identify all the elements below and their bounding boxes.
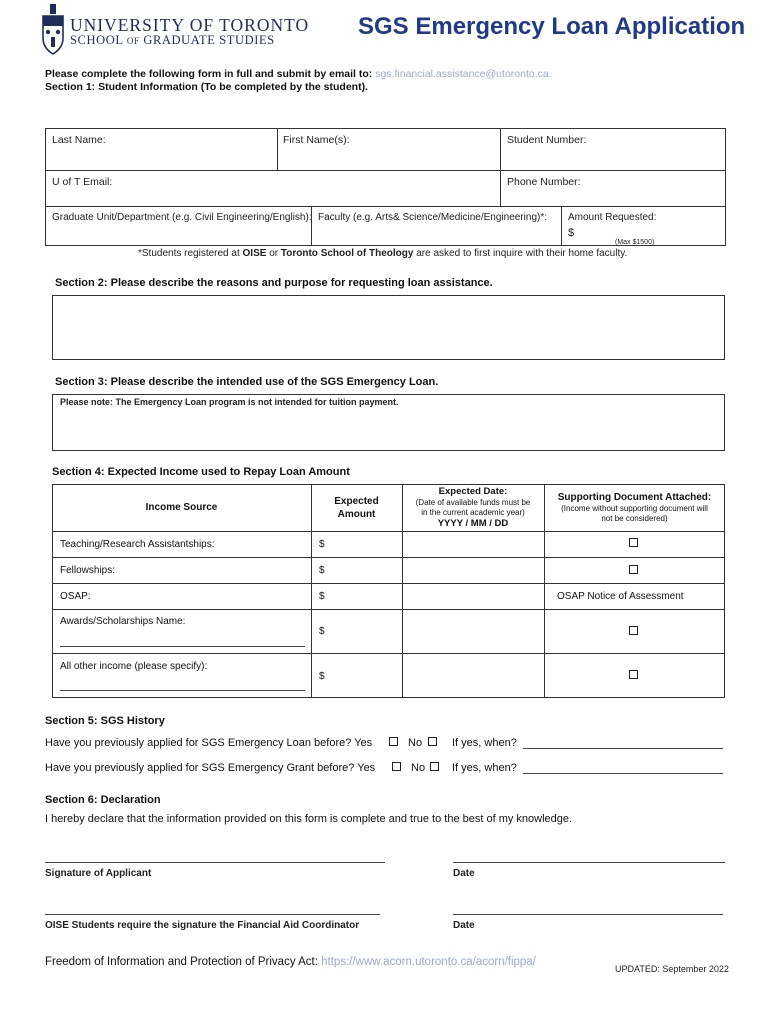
col-doc-note-1: (Income without supporting document will [561, 504, 708, 513]
section5-heading: Section 5: SGS History [45, 715, 165, 727]
applicant-date-line[interactable] [453, 862, 725, 863]
privacy-act-notice: Freedom of Information and Protection of Privacy Act: https://www.acorn.utoronto.ca/acorn/fippa/ [45, 956, 536, 968]
page-title: SGS Emergency Loan Application [358, 13, 746, 40]
applicant-signature-line[interactable] [45, 862, 385, 863]
grant-when-line[interactable] [523, 773, 723, 774]
grant-no-label: No [411, 762, 426, 774]
grant-yes-checkbox[interactable] [392, 762, 401, 771]
intro-instructions: Please complete the following form in full and submit by email to: sgs.financial.assistance@utoronto.ca. [45, 68, 552, 80]
loan-no-checkbox[interactable] [428, 737, 437, 746]
income-row-other: All other income (please specify): [60, 661, 208, 672]
income-row-osap-amount[interactable]: $ [319, 591, 325, 602]
awards-name-line[interactable] [60, 646, 305, 647]
graduate-unit-field[interactable]: Graduate Unit/Department (e.g. Civil Engineering/English): [52, 212, 312, 223]
coordinator-signature-line[interactable] [45, 914, 380, 915]
col-income-source: Income Source [145, 502, 218, 513]
col-expected-amount-1: Expected [334, 496, 379, 507]
fellowships-document-checkbox[interactable] [629, 565, 638, 574]
loan-when-label: If yes, when? [452, 737, 517, 749]
loan-when-line[interactable] [523, 748, 723, 749]
student-number-field[interactable]: Student Number: [507, 134, 587, 146]
faculty-field[interactable]: Faculty (e.g. Arts& Science/Medicine/Engineering)*: [318, 212, 547, 223]
col-date-note-2: in the current academic year) [421, 508, 525, 517]
income-row-ta-amount[interactable]: $ [319, 539, 325, 550]
coordinator-date-line[interactable] [453, 914, 723, 915]
income-row-ta: Teaching/Research Assistantships: [60, 539, 215, 550]
loan-no-label: No [408, 737, 423, 749]
section2-heading: Section 2: Please describe the reasons and purpose for requesting loan assistance. [55, 277, 493, 289]
col-date-format: YYYY / MM / DD [437, 518, 509, 529]
student-info-table [45, 128, 726, 246]
updated-date: UPDATED: September 2022 [615, 964, 729, 974]
amount-dollar-sign: $ [568, 227, 575, 239]
submission-email-link[interactable]: sgs.financial.assistance@utoronto.ca. [375, 68, 552, 80]
section4-heading: Section 4: Expected Income used to Repay Loan Amount [52, 466, 350, 478]
income-row-fellowships-amount[interactable]: $ [319, 565, 325, 576]
grant-when-label: If yes, when? [452, 762, 517, 774]
other-income-line[interactable] [60, 690, 305, 691]
coordinator-date-label: Date [453, 920, 475, 931]
awards-document-checkbox[interactable] [629, 626, 638, 635]
grant-no-checkbox[interactable] [430, 762, 439, 771]
last-name-field[interactable]: Last Name: [52, 134, 106, 146]
income-row-awards: Awards/Scholarships Name: [60, 616, 186, 627]
section3-heading: Section 3: Please describe the intended use of the SGS Emergency Loan. [55, 376, 439, 388]
section6-heading: Section 6: Declaration [45, 794, 161, 806]
applicant-signature-label: Signature of Applicant [45, 868, 152, 879]
income-row-other-amount[interactable]: $ [319, 671, 325, 682]
tuition-note: Please note: The Emergency Loan program is not intended for tuition payment. [60, 397, 399, 407]
loan-yes-checkbox[interactable] [389, 737, 398, 746]
coordinator-signature-label: OISE Students require the signature the Financial Aid Coordinator [45, 920, 360, 931]
income-row-fellowships: Fellowships: [60, 565, 116, 576]
home-faculty-note: *Students registered at OISE or Toronto School of Theology are asked to first inquire with their home faculty. [138, 248, 628, 259]
privacy-act-link[interactable]: https://www.acorn.utoronto.ca/acorn/fippa/ [321, 956, 536, 968]
max-amount-note: (Max $1500) [615, 239, 655, 246]
income-row-osap: OSAP: [60, 591, 91, 602]
col-expected-amount-2: Amount [337, 509, 376, 520]
applicant-date-label: Date [453, 868, 475, 879]
grant-history-question: Have you previously applied for SGS Emergency Grant before? Yes [45, 762, 376, 774]
col-expected-date: Expected Date: [438, 486, 508, 497]
uoft-email-field[interactable]: U of T Email: [52, 176, 113, 188]
col-doc-note-2: not be considered) [601, 514, 668, 523]
col-supporting-document: Supporting Document Attached: [557, 492, 712, 503]
income-row-awards-amount[interactable]: $ [319, 626, 325, 637]
first-name-field[interactable]: First Name(s): [283, 134, 350, 146]
loan-history-question: Have you previously applied for SGS Emergency Loan before? Yes [45, 737, 373, 749]
logo-school-name: SCHOOL OF GRADUATE STUDIES [70, 33, 275, 47]
other-document-checkbox[interactable] [629, 670, 638, 679]
logo-university-name: UNIVERSITY OF TORONTO [70, 15, 310, 35]
amount-requested-field[interactable]: Amount Requested: [568, 212, 657, 223]
section1-heading: Section 1: Student Information (To be completed by the student). [45, 81, 368, 93]
ta-document-checkbox[interactable] [629, 538, 638, 547]
col-date-note-1: (Date of available funds must be [415, 498, 531, 507]
declaration-text: I hereby declare that the information provided on this form is complete and true to the best of my knowledge. [45, 813, 573, 825]
university-crest-icon [42, 4, 64, 56]
osap-document-label: OSAP Notice of Assessment [557, 591, 684, 602]
phone-number-field[interactable]: Phone Number: [507, 176, 581, 188]
loan-reasons-textarea[interactable] [52, 295, 725, 360]
